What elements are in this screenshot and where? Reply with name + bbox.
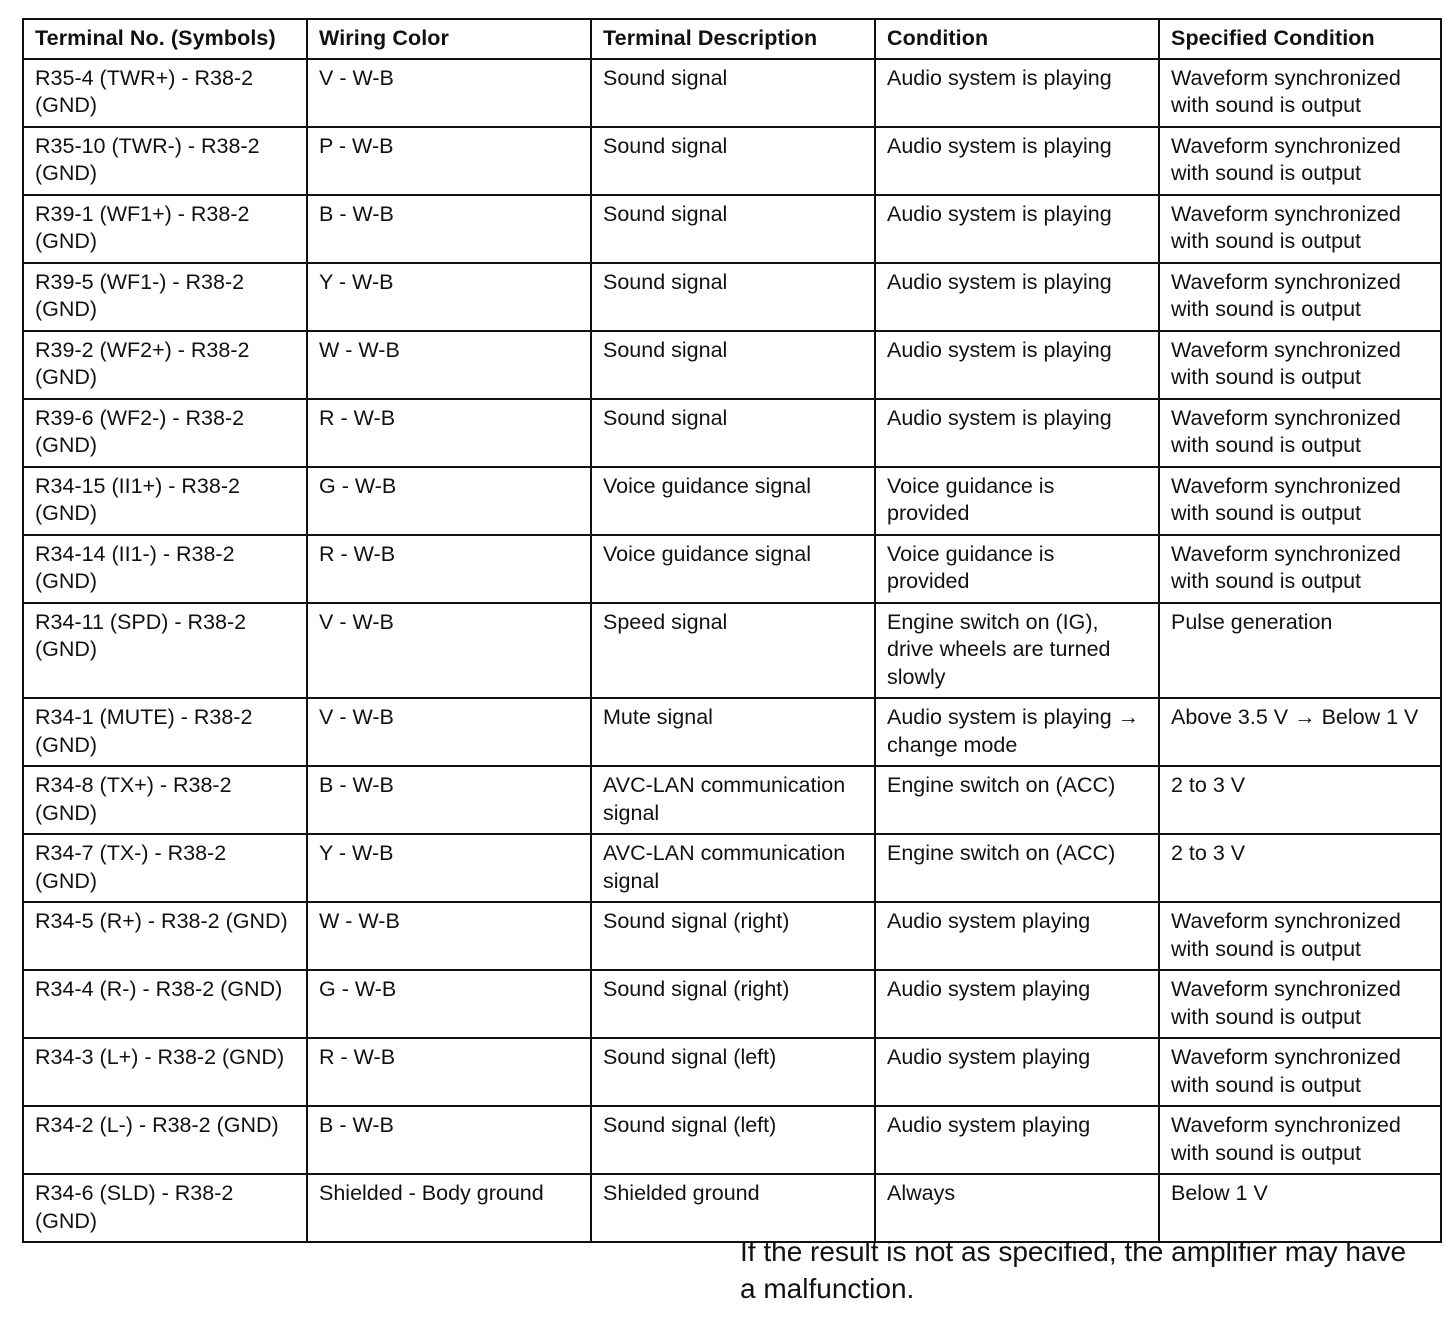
cell-condition: Audio system playing — [875, 970, 1159, 1038]
cell-condition: Voice guidance is provided — [875, 467, 1159, 535]
cell-specified-condition: Waveform synchronized with sound is output — [1159, 127, 1441, 195]
cell-specified-condition: Waveform synchronized with sound is output — [1159, 535, 1441, 603]
cell-specified-condition: Waveform synchronized with sound is output — [1159, 1038, 1441, 1106]
header-specified-condition: Specified Condition — [1159, 19, 1441, 59]
cell-terminal-no: R39-5 (WF1-) - R38-2 (GND) — [23, 263, 307, 331]
cell-specified-condition: 2 to 3 V — [1159, 766, 1441, 834]
table-row — [23, 1038, 1441, 1106]
cell-wiring-color: W - W-B — [307, 902, 591, 970]
cell-condition: Engine switch on (ACC) — [875, 834, 1159, 902]
cell-terminal-no: R34-2 (L-) - R38-2 (GND) — [23, 1106, 307, 1174]
table-row — [23, 127, 1441, 195]
table-row — [23, 902, 1441, 970]
cell-terminal-no: R34-1 (MUTE) - R38-2 (GND) — [23, 698, 307, 766]
cell-condition: Audio system playing — [875, 1038, 1159, 1106]
cell-terminal-no: R34-7 (TX-) - R38-2 (GND) — [23, 834, 307, 902]
terminal-spec-table — [22, 18, 1442, 1243]
cell-condition: Audio system is playing — [875, 263, 1159, 331]
cell-terminal-no: R34-6 (SLD) - R38-2 (GND) — [23, 1174, 307, 1242]
header-terminal-description: Terminal Description — [591, 19, 875, 59]
cell-condition: Audio system is playing — [875, 59, 1159, 127]
cell-specified-condition: 2 to 3 V — [1159, 834, 1441, 902]
cell-condition: Audio system is playing → change mode — [875, 698, 1159, 766]
cell-specified-condition: Waveform synchronized with sound is output — [1159, 1106, 1441, 1174]
table-row — [23, 698, 1441, 766]
table-row — [23, 603, 1441, 699]
cell-terminal-no: R39-1 (WF1+) - R38-2 (GND) — [23, 195, 307, 263]
cell-specified-condition: Waveform synchronized with sound is output — [1159, 970, 1441, 1038]
cell-condition: Audio system playing — [875, 902, 1159, 970]
cell-wiring-color: R - W-B — [307, 399, 591, 467]
cell-wiring-color: Shielded - Body ground — [307, 1174, 591, 1242]
cell-terminal-description: Sound signal — [591, 331, 875, 399]
table-row — [23, 331, 1441, 399]
table-row — [23, 59, 1441, 127]
cell-terminal-no: R35-10 (TWR-) - R38-2 (GND) — [23, 127, 307, 195]
malfunction-note: If the result is not as specified, the amplifier may have a malfunction. — [740, 1236, 1407, 1304]
table-row — [23, 535, 1441, 603]
cell-wiring-color: R - W-B — [307, 535, 591, 603]
cell-terminal-description: Sound signal (left) — [591, 1106, 875, 1174]
cell-terminal-description: Sound signal — [591, 59, 875, 127]
cell-terminal-description: Sound signal — [591, 399, 875, 467]
cell-wiring-color: P - W-B — [307, 127, 591, 195]
cell-specified-condition: Waveform synchronized with sound is output — [1159, 902, 1441, 970]
cell-terminal-no: R39-2 (WF2+) - R38-2 (GND) — [23, 331, 307, 399]
cell-specified-condition: Waveform synchronized with sound is output — [1159, 331, 1441, 399]
header-condition: Condition — [875, 19, 1159, 59]
cell-terminal-description: Mute signal — [591, 698, 875, 766]
cell-terminal-description: Sound signal (right) — [591, 970, 875, 1038]
cell-terminal-description: Speed signal — [591, 603, 875, 699]
cell-terminal-no: R39-6 (WF2-) - R38-2 (GND) — [23, 399, 307, 467]
table-row — [23, 399, 1441, 467]
cell-condition: Engine switch on (IG), drive wheels are turned slowly — [875, 603, 1159, 699]
cell-wiring-color: B - W-B — [307, 1106, 591, 1174]
cell-terminal-no: R35-4 (TWR+) - R38-2 (GND) — [23, 59, 307, 127]
cell-terminal-no: R34-4 (R-) - R38-2 (GND) — [23, 970, 307, 1038]
cell-wiring-color: G - W-B — [307, 467, 591, 535]
cell-terminal-description: Voice guidance signal — [591, 535, 875, 603]
cell-wiring-color: V - W-B — [307, 59, 591, 127]
cell-specified-condition: Waveform synchronized with sound is output — [1159, 399, 1441, 467]
cell-specified-condition: Waveform synchronized with sound is output — [1159, 195, 1441, 263]
cell-condition: Engine switch on (ACC) — [875, 766, 1159, 834]
cell-terminal-description: Sound signal (right) — [591, 902, 875, 970]
cell-condition: Audio system is playing — [875, 127, 1159, 195]
cell-wiring-color: B - W-B — [307, 766, 591, 834]
cell-specified-condition: Waveform synchronized with sound is output — [1159, 263, 1441, 331]
cell-specified-condition: Above 3.5 V → Below 1 V — [1159, 698, 1441, 766]
cell-condition: Audio system is playing — [875, 195, 1159, 263]
header-terminal-no: Terminal No. (Symbols) — [23, 19, 307, 59]
table-row — [23, 834, 1441, 902]
cell-wiring-color: R - W-B — [307, 1038, 591, 1106]
cell-terminal-description: Sound signal — [591, 263, 875, 331]
cell-terminal-description: Voice guidance signal — [591, 467, 875, 535]
cell-terminal-description: AVC-LAN communication signal — [591, 834, 875, 902]
cell-wiring-color: V - W-B — [307, 698, 591, 766]
table-body — [23, 59, 1441, 1243]
header-wiring-color: Wiring Color — [307, 19, 591, 59]
cell-terminal-no: R34-15 (II1+) - R38-2 (GND) — [23, 467, 307, 535]
cell-wiring-color: G - W-B — [307, 970, 591, 1038]
table-row — [23, 766, 1441, 834]
cell-terminal-description: AVC-LAN communication signal — [591, 766, 875, 834]
cell-condition: Always — [875, 1174, 1159, 1242]
table-row — [23, 467, 1441, 535]
cell-condition: Audio system is playing — [875, 331, 1159, 399]
cell-wiring-color: B - W-B — [307, 195, 591, 263]
cell-wiring-color: Y - W-B — [307, 834, 591, 902]
table-row — [23, 195, 1441, 263]
table-row — [23, 1106, 1441, 1174]
table-row — [23, 1174, 1441, 1242]
cell-terminal-no: R34-3 (L+) - R38-2 (GND) — [23, 1038, 307, 1106]
cell-condition: Audio system playing — [875, 1106, 1159, 1174]
cell-terminal-description: Sound signal — [591, 127, 875, 195]
cell-wiring-color: W - W-B — [307, 331, 591, 399]
cell-condition: Audio system is playing — [875, 399, 1159, 467]
cell-terminal-no: R34-5 (R+) - R38-2 (GND) — [23, 902, 307, 970]
cell-wiring-color: Y - W-B — [307, 263, 591, 331]
cell-terminal-description: Sound signal (left) — [591, 1038, 875, 1106]
cell-specified-condition: Waveform synchronized with sound is output — [1159, 59, 1441, 127]
cell-specified-condition: Waveform synchronized with sound is output — [1159, 467, 1441, 535]
cell-terminal-no: R34-8 (TX+) - R38-2 (GND) — [23, 766, 307, 834]
cell-specified-condition: Below 1 V — [1159, 1174, 1441, 1242]
table-header-row — [23, 19, 1441, 59]
cell-terminal-description: Shielded ground — [591, 1174, 875, 1242]
cell-condition: Voice guidance is provided — [875, 535, 1159, 603]
cell-terminal-no: R34-11 (SPD) - R38-2 (GND) — [23, 603, 307, 699]
cell-specified-condition: Pulse generation — [1159, 603, 1441, 699]
cell-terminal-no: R34-14 (II1-) - R38-2 (GND) — [23, 535, 307, 603]
cell-terminal-description: Sound signal — [591, 195, 875, 263]
table-row — [23, 970, 1441, 1038]
cell-wiring-color: V - W-B — [307, 603, 591, 699]
table-row — [23, 263, 1441, 331]
